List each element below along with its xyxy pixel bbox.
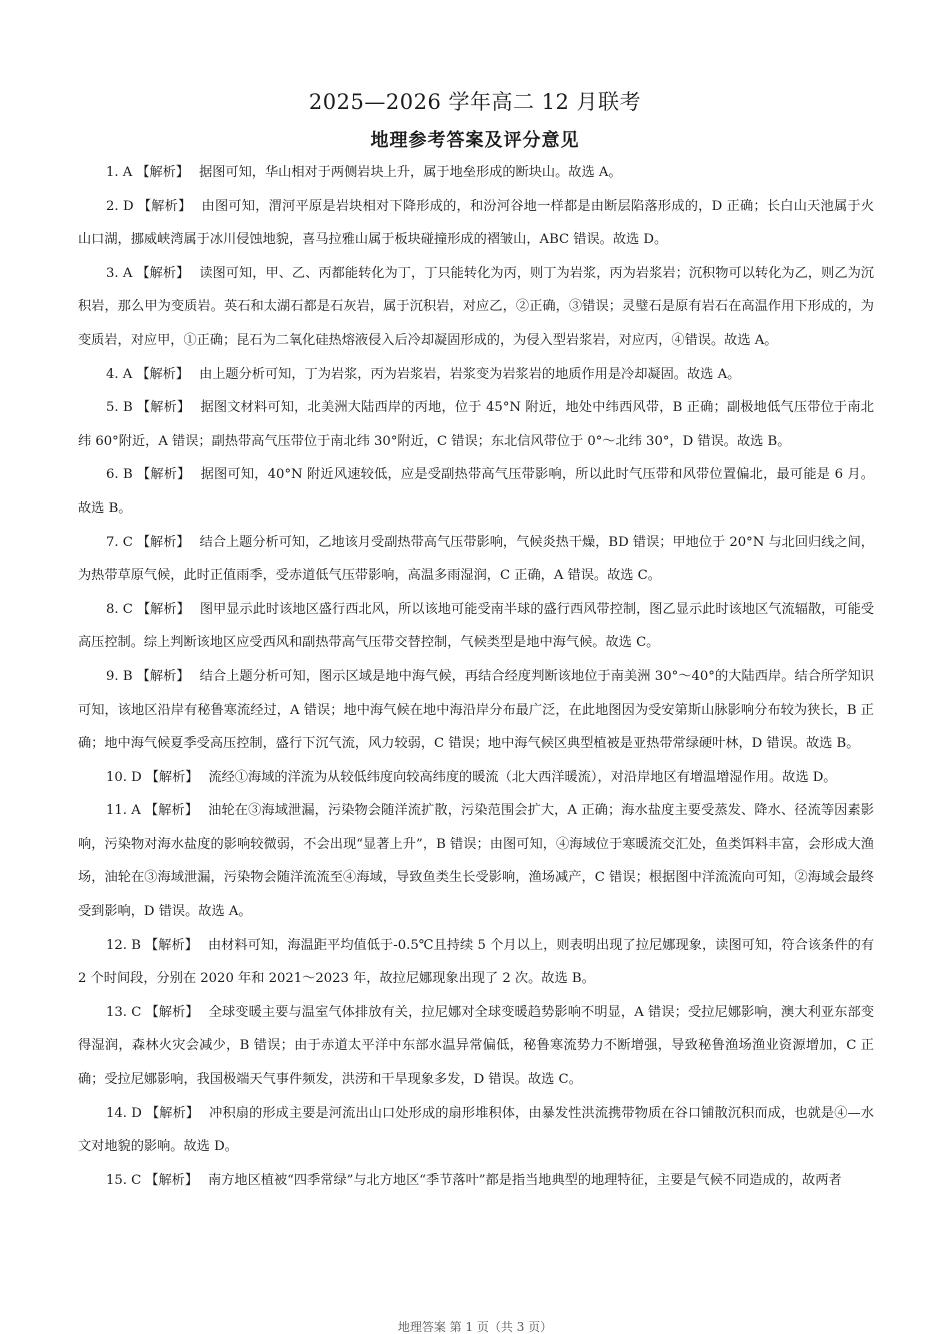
answer-number: 13. C [106, 1004, 142, 1020]
answer-item-11 [78, 794, 874, 928]
answer-text: 由材料可知，海温距平均值低于-0.5℃且持续 5 个月以上，则表明出现了拉尼娜现象，读图可知，符合该条件的有 2 个时间段，分别在 2020 年和 2021～2023 年，故拉尼娜现象出现了 2 次。故选 B。 [78, 937, 875, 987]
answer-number: 5. B [106, 400, 133, 416]
answer-text: 由图可知，渭河平原是岩块相对下降形成的，和汾河谷地一样都是由断层陷落形成的，D 正确；长白山天池属于火山口湖，挪威峡湾属于冰川侵蚀地貌，喜马拉雅山属于板块碰撞形成的褶皱山，ABC 错误。故选 D。 [78, 198, 875, 248]
answer-item-8 [78, 593, 874, 660]
answer-number: 14. D [106, 1105, 142, 1121]
analysis-tag: 【解析】 [136, 534, 190, 550]
answer-text: 油轮在③海域泄漏，污染物会随洋流扩散，污染范围会扩大，A 正确；海水盐度主要受蒸发、降水、径流等因素影响，污染物对海水盐度的影响较微弱，不会出现“显著上升”，B 错误；由图可知，④海域位于寒暖流交汇处，鱼类饵料丰富，会形成大渔场，油轮在③海域泄漏，污染物会随洋流流至④海域，导致鱼类生长受影响，渔场减产，C 错误；根据图中洋流流向可知，②海域会最终受到影响，D 错误。故选 A。 [78, 803, 874, 920]
answer-text: 冲积扇的形成主要是河流出山口处形成的扇形堆积体，由暴发性洪流携带物质在谷口铺散沉积而成，也就是④—水文对地貌的影响。故选 D。 [78, 1105, 874, 1155]
answer-text: 据图可知，40°N 附近风速较低，应是受副热带高气压带影响，所以此时气压带和风带位置偏北，最可能是 6 月。故选 B。 [78, 467, 874, 516]
answer-item-13 [78, 996, 874, 1097]
answer-item-6 [78, 458, 874, 525]
answer-item-3 [78, 257, 874, 358]
answer-text: 图甲显示此时该地区盛行西北风，所以该地可能受南半球的盛行西风带控制，图乙显示此时该地区气流辐散，可能受高压控制。综上判断该地区应受西风和副热带高气压带交替控制，气候类型是地中海气候。故选 C。 [78, 601, 875, 651]
page-footer: 地理答案 第 1 页（共 3 页） [397, 1320, 553, 1334]
answer-text: 结合上题分析可知，图示区域是地中海气候，再结合经度判断该地位于南美洲 30°～40°的大陆西岸。结合所学知识可知，该地区沿岸有秘鲁寒流经过，A 错误；地中海气候在地中海沿岸分布最广泛，在此地图因为受安第斯山脉影响分布较为狭长，B 正确；地中海气候夏季受高压控制，盛行下沉气流，风力较弱，C 错误；地中海气候区典型植被是亚热带常绿硬叶林，D 错误。故选 B。 [78, 668, 875, 752]
page-title: 2025—2026 学年高二 12 月联考 [308, 90, 642, 114]
analysis-tag: 【解析】 [136, 366, 190, 382]
analysis-tag: 【解析】 [145, 1004, 199, 1020]
answer-item-10 [78, 761, 874, 795]
answer-text: 全球变暖主要与温室气体排放有关，拉尼娜对全球变暖趋势影响不明显，A 错误；受拉尼娜影响，澳大利亚东部变得湿润，森林火灾会减少，B 错误；由于赤道太平洋中东部水温异常偏低，秘鲁寒流势力不断增强，导致秘鲁渔场渔业资源增加，C 正确；受拉尼娜影响，我国极端天气事件频发，洪涝和干旱现象多发，D 错误。故选 C。 [78, 1004, 875, 1088]
answer-number: 12. B [106, 937, 141, 953]
answer-number: 1. A [106, 165, 133, 180]
analysis-tag: 【解析】 [145, 769, 199, 785]
analysis-tag: 【解析】 [145, 1172, 199, 1188]
analysis-tag: 【解析】 [136, 668, 190, 684]
answer-text: 由上题分析可知，丁为岩浆，丙为岩浆岩，岩浆变为岩浆岩的地质作用是冷却凝固。故选 A。 [199, 366, 741, 382]
answer-text: 读图可知，甲、乙、丙都能转化为丁，丁只能转化为丙，则丁为岩浆，丙为岩浆岩；沉积物可以转化为乙，则乙为沉积岩，那么甲为变质岩。英石和太湖石都是石灰岩，属于沉积岩，对应乙，②正确，③错误；灵璧石是原有岩石在高温作用下形成的，为变质岩，对应甲，①正确；昆石为二氧化硅热熔液侵入后冷却凝固形成的，为侵入型岩浆岩，对应丙，④错误。故选 A。 [78, 265, 874, 348]
answer-number: 10. D [106, 769, 142, 785]
answer-item-14 [78, 1097, 874, 1164]
answer-text: 流经①海域的洋流为从较低纬度向较高纬度的暖流（北大西洋暖流），对沿岸地区有增温增湿作用。故选 D。 [208, 769, 837, 785]
page-subtitle: 地理参考答案及评分意见 [370, 130, 580, 151]
answer-item-1 [78, 156, 874, 190]
analysis-tag: 【解析】 [144, 803, 199, 819]
answer-number: 15. C [106, 1172, 142, 1188]
analysis-tag: 【解析】 [137, 198, 192, 214]
answer-item-9 [78, 660, 874, 761]
analysis-tag: 【解析】 [136, 467, 191, 483]
answer-text: 据图可知，华山相对于两侧岩块上升，属于地垒形成的断块山。故选 A。 [199, 165, 622, 180]
answer-item-2 [78, 190, 874, 257]
answer-number: 3. A [106, 265, 133, 281]
answer-number: 8. C [106, 601, 133, 617]
analysis-tag: 【解析】 [145, 1105, 200, 1121]
answer-item-5 [78, 391, 874, 458]
answer-number: 9. B [106, 668, 133, 684]
answer-text: 据图文材料可知，北美洲大陆西岸的丙地，位于 45°N 附近，地处中纬西风带，B 正确；副极地低气压带位于南北纬 60°附近，A 错误；副热带高气压带位于南北纬 30°附近，C 错误；东北信风带位于 0°～北纬 30°，D 错误。故选 B。 [78, 400, 874, 449]
answer-text: 结合上题分析可知，乙地该月受副热带高气压带影响，气候炎热干燥，BD 错误；甲地位于 20°N 与北回归线之间，为热带草原气候，此时正值雨季，受赤道低气压带影响，高温多雨湿润，C 正确，A 错误。故选 C。 [78, 534, 874, 584]
answer-item-4 [78, 358, 874, 392]
analysis-tag: 【解析】 [136, 601, 190, 617]
answer-number: 4. A [106, 366, 133, 382]
answer-item-15 [78, 1164, 874, 1198]
answer-number: 6. B [106, 467, 133, 483]
analysis-tag: 【解析】 [136, 400, 191, 416]
answer-list [78, 156, 874, 1197]
answer-number: 11. A [106, 803, 141, 819]
answer-number: 2. D [106, 198, 134, 214]
analysis-tag: 【解析】 [136, 265, 190, 281]
answer-text: 南方地区植被“四季常绿”与北方地区“季节落叶”都是指当地典型的地理特征，主要是气候不同造成的，故两者 [208, 1172, 842, 1188]
answer-number: 7. C [106, 534, 133, 550]
analysis-tag: 【解析】 [144, 937, 198, 953]
answer-item-7 [78, 526, 874, 593]
answer-item-12 [78, 929, 874, 996]
analysis-tag: 【解析】 [136, 165, 190, 180]
